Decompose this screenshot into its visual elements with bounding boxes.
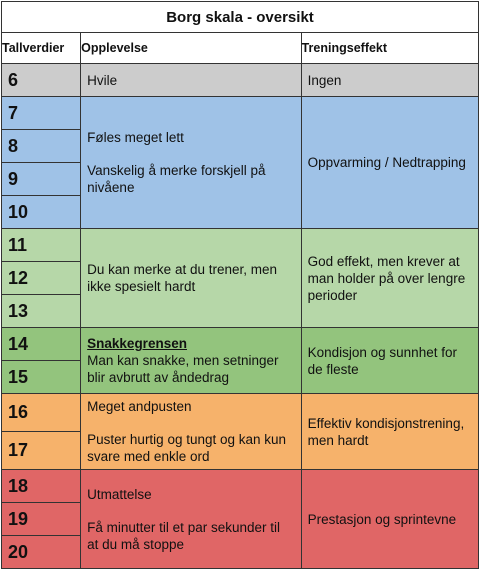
experience-breathless (81, 394, 301, 470)
table-row (2, 64, 479, 97)
header-values: Tallverdier (2, 33, 81, 64)
experience-very-light (81, 97, 301, 229)
effect-rest: Ingen (301, 64, 478, 97)
experience-line: Utmattelse (87, 486, 152, 502)
experience-line: Meget andpusten (87, 399, 192, 414)
table-title: Borg skala - oversikt (2, 2, 479, 33)
experience-line: Føles meget lett (87, 130, 184, 145)
table-row (2, 328, 479, 361)
table-row (2, 229, 479, 262)
header-row (2, 33, 479, 64)
experience-line: Puster hurtig og tungt og kan kun svare med enkle ord (87, 432, 287, 464)
experience-line: Vanskelig å merke forskjell på nivåene (87, 163, 266, 195)
experience-rest: Hvile (81, 64, 301, 97)
effect-talk-limit: Kondisjon og sunnhet for de fleste (301, 328, 478, 394)
scale-value: 16 (2, 394, 81, 432)
effect-exhaustion: Prestasjon og sprintevne (301, 470, 478, 569)
effect-very-light: Oppvarming / Nedtrapping (301, 97, 478, 229)
scale-value: 12 (2, 262, 81, 295)
experience-moderate: Du kan merke at du trener, men ikke spesielt hardt (81, 229, 301, 328)
table-row (2, 470, 479, 503)
scale-value: 17 (2, 432, 81, 470)
experience-talk-limit (81, 328, 301, 394)
experience-exhaustion (81, 470, 301, 569)
scale-value: 18 (2, 470, 81, 503)
scale-value: 19 (2, 503, 81, 536)
header-effect: Treningseffekt (301, 33, 478, 64)
scale-value: 20 (2, 536, 81, 569)
scale-value: 13 (2, 295, 81, 328)
borg-scale-table (1, 1, 479, 569)
experience-line: Få minutter til et par sekunder til at du må stoppe (87, 519, 280, 552)
scale-value: 10 (2, 196, 81, 229)
table-row (2, 394, 479, 432)
scale-value: 8 (2, 130, 81, 163)
scale-value: 14 (2, 328, 81, 361)
scale-value: 15 (2, 361, 81, 394)
talk-limit-heading: Snakkegrensen (87, 336, 187, 351)
scale-value: 7 (2, 97, 81, 130)
effect-moderate: God effekt, men krever at man holder på over lengre perioder (301, 229, 478, 328)
table-row (2, 97, 479, 130)
scale-value: 11 (2, 229, 81, 262)
scale-value: 9 (2, 163, 81, 196)
effect-breathless: Effektiv kondisjonstrening, men hardt (301, 394, 478, 470)
header-experience: Opplevelse (81, 33, 301, 64)
experience-line: Man kan snakke, men setninger blir avbrutt av åndedrag (87, 353, 279, 385)
scale-value: 6 (2, 64, 81, 97)
